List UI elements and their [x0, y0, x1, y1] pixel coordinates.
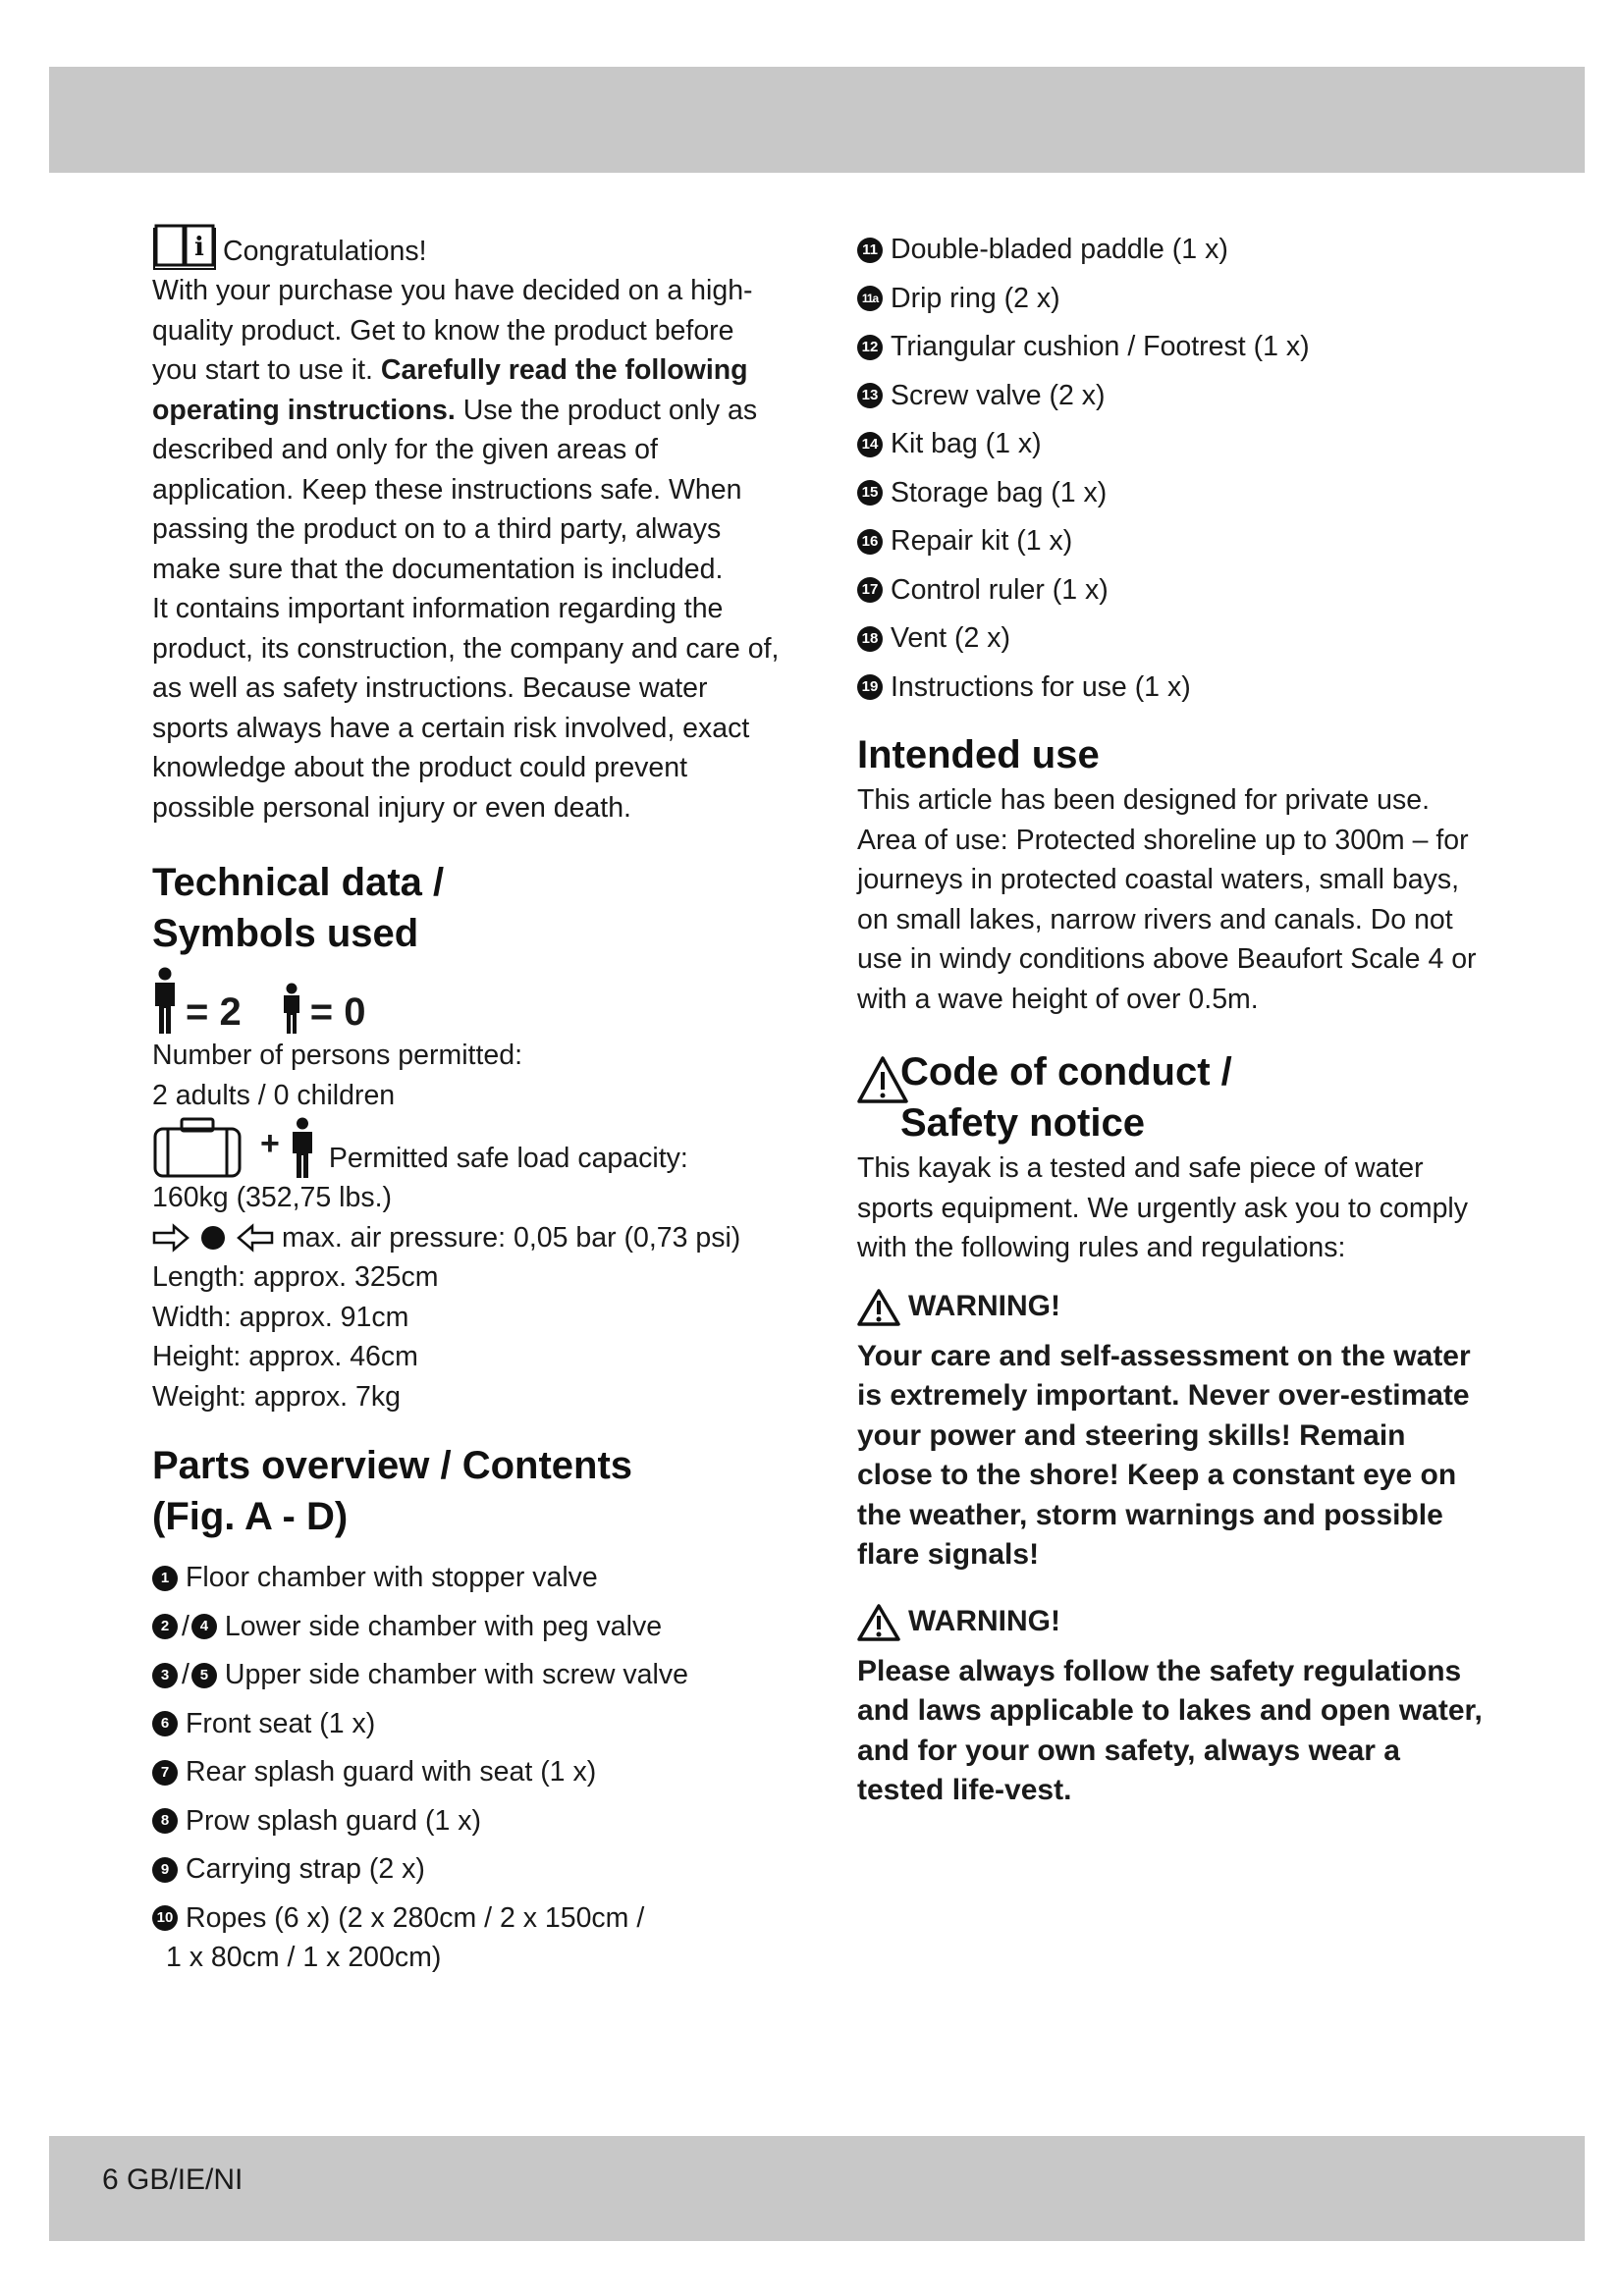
list-item: 2 / 4 Lower side chamber with peg valve	[152, 1603, 781, 1652]
intro-paragraph-2: It contains important information regarding the product, its construction, the company and care of, as well as safety instructions. Because water sports always have a certain risk involved, exact knowledge about the product could prevent possible personal injury or even death.	[152, 593, 780, 824]
part-label: Triangular cushion / Footrest (1 x)	[891, 331, 1310, 362]
part-number-badge: 17	[857, 577, 883, 603]
part-label: Control ruler (1 x)	[891, 573, 1109, 606]
part-number-badge: 12	[857, 335, 883, 360]
part-label: Ropes (6 x) (2 x 280cm / 2 x 150cm / 1 x 80cm / 1 x 200cm)	[166, 1901, 645, 1973]
part-number-badge: 14	[857, 432, 883, 457]
part-label: Rear splash guard with seat (1 x)	[186, 1756, 597, 1788]
part-number-badge: 2	[152, 1614, 178, 1639]
part-label: Repair kit (1 x)	[891, 525, 1073, 557]
right-column	[857, 226, 1486, 1811]
list-item: 3 / 5 Upper side chamber with screw valve	[152, 1651, 781, 1700]
part-label: Vent (2 x)	[891, 622, 1010, 654]
technical-heading: Technical data / Symbols used	[152, 861, 445, 955]
footer-band	[49, 2136, 1585, 2241]
list-item	[152, 1895, 781, 1977]
luggage-icon	[152, 1117, 243, 1178]
part-label: Instructions for use (1 x)	[891, 670, 1191, 703]
list-item	[857, 372, 1486, 421]
persons-value: 2 adults / 0 children	[152, 1079, 396, 1111]
part-label: Double-bladed paddle (1 x)	[891, 234, 1228, 265]
part-number-badge: 18	[857, 626, 883, 652]
part-number-badge: 3	[152, 1663, 178, 1688]
part-label: Prow splash guard (1 x)	[186, 1804, 481, 1837]
part-label: Floor chamber with stopper valve	[186, 1562, 598, 1593]
load-person-icon	[290, 1117, 315, 1178]
header-band	[49, 67, 1585, 173]
intro-paragraph-1: With your purchase you have decided on a high-quality product. Get to know the product before you start to use it. Carefully read the following operating instructions. Use the product only as described and only for the given areas of application. Keep these instructions safe. When passing the product on to a third party, always make sure that the documentation is included.	[152, 275, 758, 585]
parts-heading: Parts overview / Contents (Fig. A - D)	[152, 1444, 633, 1538]
weight-text: Weight: approx. 7kg	[152, 1380, 401, 1413]
part-number-badge: 7	[152, 1760, 178, 1786]
part-number-badge: 16	[857, 529, 883, 555]
page-number: 6 GB/IE/NI	[102, 2163, 244, 2196]
list-item	[152, 1700, 781, 1749]
list-item	[857, 566, 1486, 615]
air-pressure-icon	[152, 1223, 274, 1253]
part-label: Drip ring (2 x)	[891, 282, 1060, 314]
part-number-badge: 9	[152, 1857, 178, 1883]
pressure-text: max. air pressure: 0,05 bar (0,73 psi)	[282, 1221, 741, 1254]
part-number-badge: 15	[857, 480, 883, 506]
part-number-badge: 6	[152, 1711, 178, 1736]
list-item	[857, 226, 1486, 275]
list-item	[857, 469, 1486, 518]
part-label: Lower side chamber with peg valve	[224, 1610, 663, 1642]
list-item	[857, 420, 1486, 469]
list-item	[152, 1845, 781, 1895]
part-number-badge: 11	[857, 238, 883, 263]
part-label: Carrying strap (2 x)	[186, 1853, 425, 1885]
part-number-badge: 13	[857, 383, 883, 408]
part-number-badge: 5	[191, 1663, 217, 1688]
plus-sign: +	[260, 1125, 280, 1162]
warning-triangle-icon	[857, 1603, 900, 1642]
warning-label: WARNING!	[908, 1605, 1060, 1638]
adults-count: = 2	[186, 990, 242, 1034]
load-value: 160kg (352,75 lbs.)	[152, 1182, 392, 1213]
list-item	[152, 1797, 781, 1846]
adult-person-icon	[152, 967, 178, 1034]
conduct-body: This kayak is a tested and safe piece of water sports equipment. We urgently ask you to comply with the following rules and regulations:	[857, 1152, 1469, 1263]
warning-triangle-icon	[857, 1288, 900, 1327]
conduct-heading-row	[857, 1046, 1486, 1148]
warning-1-heading	[857, 1284, 1486, 1331]
warning-label: WARNING!	[908, 1290, 1060, 1323]
part-number-badge: 11a	[857, 286, 883, 311]
list-item	[857, 664, 1486, 713]
children-count: = 0	[309, 990, 366, 1034]
list-item	[857, 614, 1486, 664]
child-person-icon	[281, 983, 302, 1034]
part-number-badge: 8	[152, 1808, 178, 1834]
height-text: Height: approx. 46cm	[152, 1341, 418, 1372]
warning-1-body: Your care and self-assessment on the water is extremely important. Never over-estimate your power and steering skills! Remain close to the shore! Keep a constant eye on the weather, storm warnings and possible flare signals!	[857, 1339, 1471, 1571]
list-item	[152, 1554, 781, 1603]
width-text: Width: approx. 91cm	[152, 1301, 409, 1333]
part-number-badge: 10	[152, 1905, 178, 1931]
load-symbol-row	[152, 1115, 781, 1178]
intended-use-body: This article has been designed for private use. Area of use: Protected shoreline up to 300m – for journeys in protected coastal waters, small bays, on small lakes, narrow rivers and canals. Do not use in windy conditions above Beaufort Scale 4 or with a wave height of over 0.5m.	[857, 784, 1477, 1015]
load-label: Permitted safe load capacity:	[328, 1142, 688, 1174]
conduct-heading: Code of conduct / Safety notice	[900, 1050, 1232, 1145]
part-label: Screw valve (2 x)	[891, 379, 1106, 411]
part-number-badge: 1	[152, 1566, 178, 1591]
persons-symbol-row	[152, 963, 781, 1034]
pressure-row	[152, 1218, 781, 1258]
left-column	[152, 224, 781, 1977]
length-text: Length: approx. 325cm	[152, 1261, 439, 1293]
list-item	[857, 517, 1486, 566]
intended-use-heading: Intended use	[857, 733, 1100, 776]
list-item	[857, 323, 1486, 372]
svg-text:i: i	[194, 233, 204, 262]
intro-heading-row	[152, 224, 781, 271]
warning-2-body: Please always follow the safety regulations and laws applicable to lakes and open water, and for your own safety, always wear a tested life-vest.	[857, 1654, 1483, 1806]
persons-label: Number of persons permitted:	[152, 1040, 522, 1071]
part-label: Upper side chamber with screw valve	[224, 1659, 688, 1690]
part-number-badge: 19	[857, 674, 883, 700]
part-label: Kit bag (1 x)	[891, 428, 1042, 459]
list-item	[152, 1748, 781, 1797]
intro-heading: Congratulations!	[223, 235, 427, 267]
info-book-icon	[152, 220, 219, 271]
list-item	[857, 275, 1486, 324]
part-label: Front seat (1 x)	[186, 1707, 376, 1739]
part-label: Storage bag (1 x)	[891, 476, 1108, 508]
part-number-badge: 4	[191, 1614, 217, 1639]
warning-2-heading	[857, 1599, 1486, 1646]
